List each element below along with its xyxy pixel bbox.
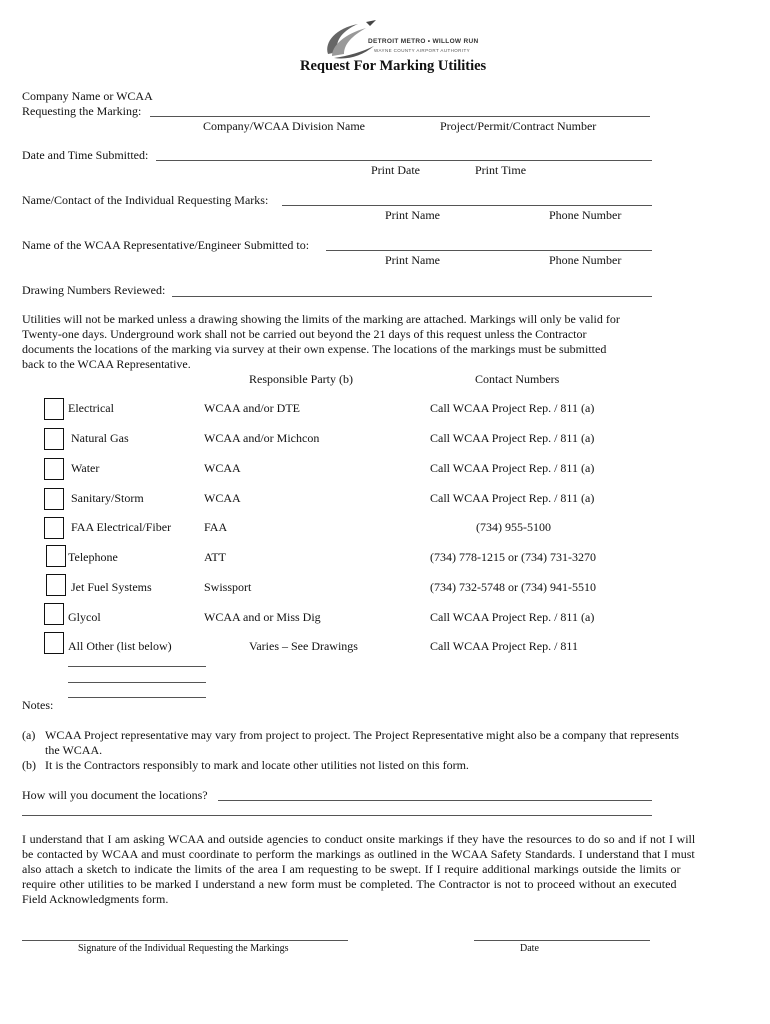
water-checkbox[interactable] xyxy=(44,458,64,480)
utility-contact: (734) 955-5100 xyxy=(476,520,551,534)
signature-caption: Signature of the Individual Requesting the Markings xyxy=(78,943,289,954)
other-utility-input-line[interactable] xyxy=(68,666,206,667)
utility-name: Natural Gas xyxy=(71,431,129,445)
note-b-marker: (b) xyxy=(22,758,36,772)
responsible-party-header: Responsible Party (b) xyxy=(249,372,353,386)
date-input-line[interactable] xyxy=(156,160,652,161)
sanitary-storm-checkbox[interactable] xyxy=(44,488,64,510)
signature-date-input-line[interactable] xyxy=(474,940,650,941)
utility-name: Telephone xyxy=(68,550,118,564)
representative-input-line[interactable] xyxy=(326,250,652,251)
form-title: Request For Marking Utilities xyxy=(300,58,487,74)
utility-contact: Call WCAA Project Rep. / 811 (a) xyxy=(430,461,595,475)
utility-contact: (734) 778-1215 or (734) 731-3270 xyxy=(430,550,596,564)
note-a-marker: (a) xyxy=(22,728,36,742)
jet-fuel-checkbox[interactable] xyxy=(46,574,66,596)
utility-party: WCAA and/or Michcon xyxy=(204,431,320,445)
utility-party: Varies – See Drawings xyxy=(249,639,358,653)
all-other-checkbox[interactable] xyxy=(44,632,64,654)
logo-subtitle: WAYNE COUNTY AIRPORT AUTHORITY xyxy=(374,48,471,53)
utility-party: Swissport xyxy=(204,580,252,594)
acknowledgment-line: be contacted by WCAA and must coordinate to perform the markings as outlined in the WCAA Safety Standards. I understand that I must xyxy=(22,847,695,861)
acknowledgment-line: require other utilities to be marked I understand a new form must be completed. The Contractor is not to proceed without an executed xyxy=(22,877,677,891)
note-a-text-continued: the WCAA. xyxy=(45,743,103,757)
utility-contact: Call WCAA Project Rep. / 811 (a) xyxy=(430,610,595,624)
print-time-caption: Print Time xyxy=(475,163,527,177)
utility-contact: Call WCAA Project Rep. / 811 (a) xyxy=(430,431,595,445)
rep-print-name-caption: Print Name xyxy=(385,253,440,267)
contact-numbers-header: Contact Numbers xyxy=(475,372,560,386)
utility-party: WCAA and or Miss Dig xyxy=(204,610,321,624)
other-utility-input-line[interactable] xyxy=(68,682,206,683)
note-a-text: WCAA Project representative may vary from project to project. The Project Representative might also be a company that represents xyxy=(45,728,679,742)
airport-logo xyxy=(322,20,479,62)
rep-phone-caption: Phone Number xyxy=(549,253,622,267)
document-locations-label: How will you document the locations? xyxy=(22,788,208,802)
utility-contact: Call WCAA Project Rep. / 811 (a) xyxy=(430,491,595,505)
instructions-line: documents the locations of the marking via survey at their own expense. The locations of the markings must be submitted xyxy=(22,342,607,356)
document-locations-input-line[interactable] xyxy=(218,800,652,801)
utility-name: All Other (list below) xyxy=(68,639,172,653)
instructions-line: Utilities will not be marked unless a drawing showing the limits of the marking are attached. Markings will only be valid for xyxy=(22,312,620,326)
print-date-caption: Print Date xyxy=(371,163,420,177)
company-division-caption: Company/WCAA Division Name xyxy=(203,119,365,133)
project-number-caption: Project/Permit/Contract Number xyxy=(440,119,597,133)
contact-phone-caption: Phone Number xyxy=(549,208,622,222)
representative-label: Name of the WCAA Representative/Engineer Submitted to: xyxy=(22,238,310,252)
natural-gas-checkbox[interactable] xyxy=(44,428,64,450)
signature-date-caption: Date xyxy=(520,943,539,954)
notes-label: Notes: xyxy=(22,698,54,712)
instructions-line: back to the WCAA Representative. xyxy=(22,357,191,371)
signature-input-line[interactable] xyxy=(22,940,348,941)
utility-name: Water xyxy=(71,461,100,475)
utility-party: ATT xyxy=(204,550,226,564)
utility-contact: Call WCAA Project Rep. / 811 (a) xyxy=(430,401,595,415)
acknowledgment-line: I understand that I am asking WCAA and outside agencies to conduct onsite markings if they have the resources to do so and if not I will xyxy=(22,832,696,846)
contact-print-name-caption: Print Name xyxy=(385,208,440,222)
faa-checkbox[interactable] xyxy=(44,517,64,539)
contact-input-line[interactable] xyxy=(282,205,652,206)
note-b-text: It is the Contractors responsibly to mark and locate other utilities not listed on this form. xyxy=(45,758,469,772)
logo-name: DETROIT METRO • WILLOW RUN xyxy=(368,38,479,45)
drawing-numbers-label: Drawing Numbers Reviewed: xyxy=(22,283,166,297)
instructions-line: Twenty-one days. Underground work shall not be carried out beyond the 21 days of this request unless the Contractor xyxy=(22,327,587,341)
acknowledgment-line: also attach a sketch to indicate the limits of the area I am requesting to be swept. If I require additional markings outside the limits or xyxy=(22,862,681,876)
date-label: Date and Time Submitted: xyxy=(22,148,149,162)
utility-party: WCAA xyxy=(204,461,241,475)
company-label-line1: Company Name or WCAA xyxy=(22,89,153,103)
utility-party: WCAA xyxy=(204,491,241,505)
drawing-numbers-input-line[interactable] xyxy=(172,296,652,297)
utility-name: Sanitary/Storm xyxy=(71,491,144,505)
utility-party: WCAA and/or DTE xyxy=(204,401,300,415)
utility-name: Jet Fuel Systems xyxy=(71,580,152,594)
electrical-checkbox[interactable] xyxy=(44,398,64,420)
utility-name: Glycol xyxy=(68,610,101,624)
company-input-line[interactable] xyxy=(150,116,650,117)
telephone-checkbox[interactable] xyxy=(46,545,66,567)
utility-name: Electrical xyxy=(68,401,114,415)
utility-contact: Call WCAA Project Rep. / 811 xyxy=(430,639,578,653)
document-locations-input-line-2[interactable] xyxy=(22,815,652,816)
utility-name: FAA Electrical/Fiber xyxy=(71,520,172,534)
utility-party: FAA xyxy=(204,520,228,534)
contact-label: Name/Contact of the Individual Requesting Marks: xyxy=(22,193,269,207)
company-label-line2: Requesting the Marking: xyxy=(22,104,142,118)
utility-contact: (734) 732-5748 or (734) 941-5510 xyxy=(430,580,596,594)
acknowledgment-line: Field Acknowledgments form. xyxy=(22,892,169,906)
other-utility-input-line[interactable] xyxy=(68,697,206,698)
glycol-checkbox[interactable] xyxy=(44,603,64,625)
